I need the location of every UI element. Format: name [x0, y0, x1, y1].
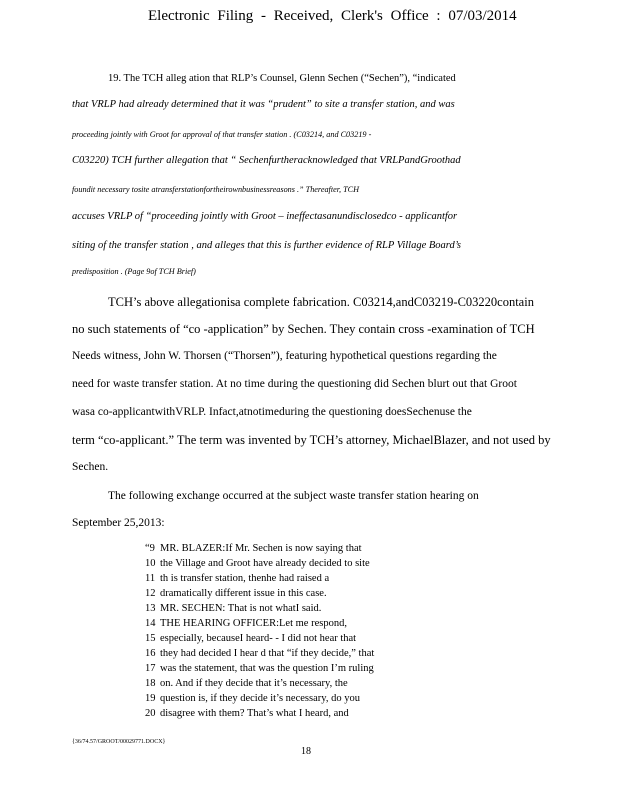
paragraph-line: TCH’s above allegationisa complete fabrication. C03214,andC03219-C03220contain [108, 295, 534, 309]
paragraph-line: September 25,2013: [72, 517, 165, 529]
transcript-line-text: th is transfer station, thenhe had raised a [160, 573, 330, 584]
paragraph-19-line: proceeding jointly with Groot for approval of that transfer station . (C03214, and C03219 - [72, 130, 372, 139]
transcript-line-number: “9 [145, 543, 155, 554]
transcript-line-number: 19 [145, 693, 156, 704]
paragraph-line: no such statements of “co -application” by Sechen. They contain cross -examination of TCH [72, 322, 535, 336]
transcript-line-text: THE HEARING OFFICER:Let me respond, [160, 618, 347, 629]
paragraph-19-line: 19. The TCH alleg ation that RLP’s Counsel, Glenn Sechen (“Sechen”), “indicated [108, 73, 456, 84]
transcript-line-text: was the statement, that was the question I’m ruling [160, 663, 374, 674]
paragraph-19-line: foundit necessary tosite atransferstationfortheirownbusinessreasons .” Thereafter, TCH [72, 185, 360, 194]
paragraph-19-line: that VRLP had already determined that it was “prudent” to site a transfer station, and was [72, 99, 455, 110]
paragraph-19-line: siting of the transfer station , and alleges that this is further evidence of RLP Village Board’s [72, 240, 461, 251]
transcript-line-text: especially, becauseI heard- - I did not hear that [160, 633, 357, 644]
transcript-line-number: 18 [145, 678, 156, 689]
transcript-line-number: 10 [145, 558, 156, 569]
transcript-line-text: MR. BLAZER:If Mr. Sechen is now saying that [160, 543, 362, 554]
transcript-line-number: 13 [145, 603, 156, 614]
transcript-line-text: question is, if they decide it’s necessary, do you [160, 693, 360, 704]
transcript-line-text: the Village and Groot have already decided to site [160, 558, 370, 569]
paragraph-line: Needs witness, John W. Thorsen (“Thorsen”), featuring hypothetical questions regarding the [72, 350, 497, 362]
transcript-line-number: 15 [145, 633, 156, 644]
transcript-line-number: 16 [145, 648, 156, 659]
transcript-line-text: MR. SECHEN: That is not whatI said. [160, 603, 322, 614]
transcript-line-text: on. And if they decide that it’s necessary, the [160, 678, 348, 689]
page-number: 18 [301, 746, 311, 757]
paragraph-line: need for waste transfer station. At no time during the questioning did Sechen blurt out that Groot [72, 378, 517, 390]
transcript-line-text: disagree with them? That’s what I heard, and [160, 708, 349, 719]
document-reference-footer: {36/74.57/GROOT/00029771.DOCX} [72, 739, 166, 745]
paragraph-19-line: accuses VRLP of “proceeding jointly with Groot – ineffectasanundisclosedco - applicantfor [72, 211, 458, 222]
paragraph-line: The following exchange occurred at the subject waste transfer station hearing on [108, 490, 479, 502]
transcript-line-text: dramatically different issue in this case. [160, 588, 327, 599]
paragraph-line: wasa co-applicantwithVRLP. Infact,atnotimeduring the questioning doesSechenuse the [72, 406, 472, 418]
transcript-line-number: 11 [145, 573, 156, 584]
paragraph-line: Sechen. [72, 461, 109, 473]
transcript-line-number: 12 [145, 588, 156, 599]
filing-stamp-header: Electronic Filing - Received, Clerk's Office : 07/03/2014 [148, 8, 517, 24]
paragraph-line: term “co-applicant.” The term was invented by TCH’s attorney, MichaelBlazer, and not used by [72, 433, 551, 447]
transcript-line-number: 14 [145, 618, 156, 629]
transcript-line-number: 20 [145, 708, 156, 719]
paragraph-19-line: predisposition . (Page 9of TCH Brief) [72, 267, 196, 276]
transcript-line-text: they had decided I hear d that “if they decide,” that [160, 648, 375, 659]
transcript-line-number: 17 [145, 663, 156, 674]
paragraph-19-line: C03220) TCH further allegation that “ Sechenfurtheracknowledged that VRLPandGroothad [72, 155, 461, 166]
